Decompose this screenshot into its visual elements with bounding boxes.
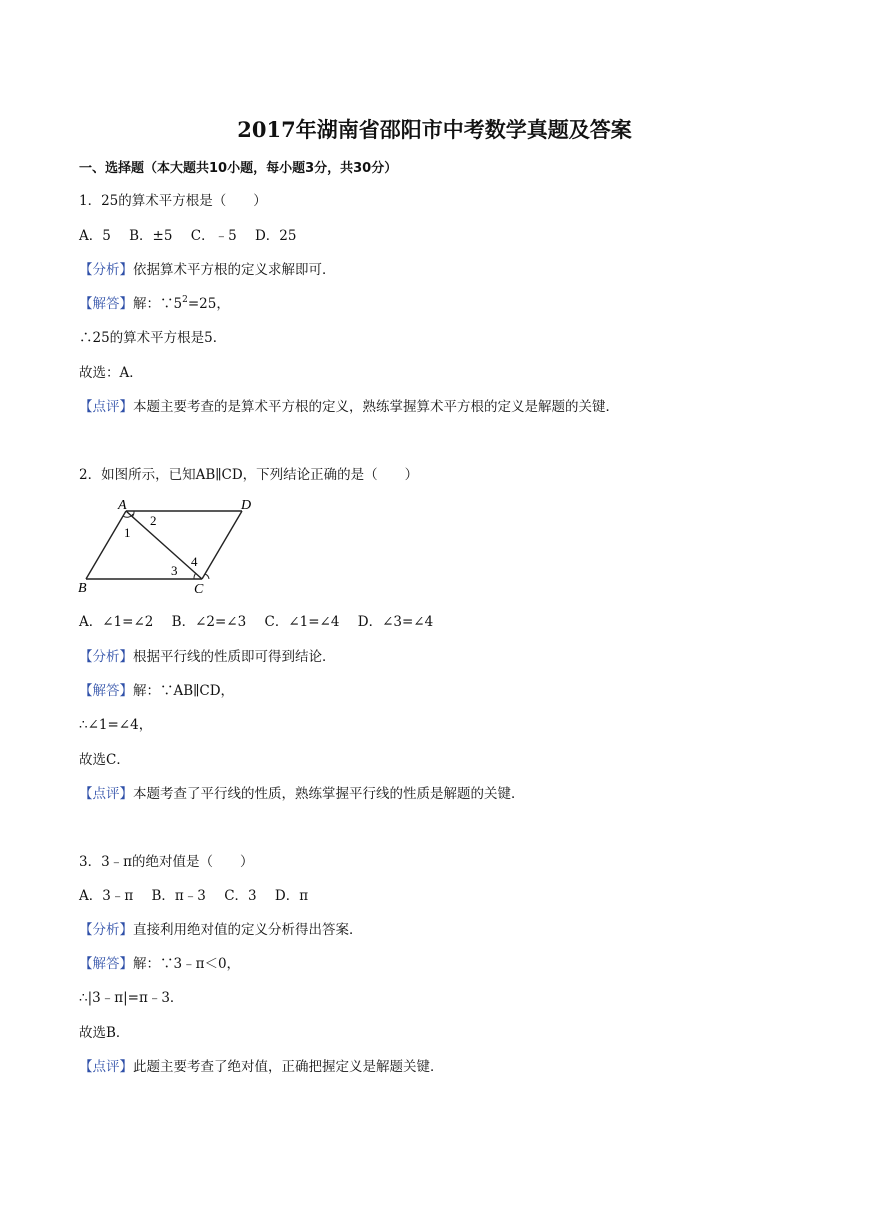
q2-therefore: ∴∠1=∠4， — [79, 717, 153, 733]
q1-option-a: A．5 — [79, 228, 111, 244]
q2-analysis — [79, 648, 336, 666]
q1-therefore: ∴25的算术平方根是5． — [79, 330, 227, 346]
comment-tag: 【点评】 — [79, 399, 133, 415]
angle-2-label: 2 — [150, 513, 157, 528]
q3-options — [79, 887, 322, 905]
q1-solution-exponent: 2 — [182, 294, 188, 305]
q1-stem: 1．25的算术平方根是（ ） — [79, 193, 267, 209]
solution-tag: 【解答】 — [79, 683, 133, 699]
q2-choice: 故选C． — [79, 752, 130, 768]
document-title: 2017年湖南省邵阳市中考数学真题及答案 — [237, 117, 632, 142]
q1-comment-text: 本题主要考查的是算术平方根的定义，熟练掌握算术平方根的定义是解题的关键． — [133, 399, 619, 415]
q2-option-c: C．∠1=∠4 — [264, 614, 340, 630]
analysis-tag: 【分析】 — [79, 922, 133, 938]
angle-4-label: 4 — [191, 554, 198, 569]
q2-option-b: B．∠2=∠3 — [171, 614, 247, 630]
q1-comment — [79, 398, 619, 416]
section-heading: 一、选择题（本大题共10小题，每小题3分，共30分） — [79, 161, 398, 176]
parallelogram-figure — [78, 497, 260, 597]
q3-stem: 3．3﹣π的绝对值是（ ） — [79, 854, 254, 870]
vertex-a-label: A — [118, 498, 127, 513]
solution-tag: 【解答】 — [79, 956, 133, 972]
q3-comment-text: 此题主要考查了绝对值，正确把握定义是解题关键． — [133, 1059, 444, 1075]
comment-tag: 【点评】 — [79, 786, 133, 802]
q1-analysis-text: 依据算术平方根的定义求解即可． — [133, 262, 336, 278]
comment-tag: 【点评】 — [79, 1059, 133, 1075]
q2-analysis-text: 根据平行线的性质即可得到结论． — [133, 649, 336, 665]
analysis-tag: 【分析】 — [79, 649, 133, 665]
q3-option-a: A．3﹣π — [79, 888, 134, 904]
q1-analysis — [79, 261, 336, 279]
q1-option-d: D．25 — [254, 228, 297, 244]
solution-tag: 【解答】 — [79, 296, 133, 312]
q3-choice: 故选B． — [79, 1025, 130, 1041]
angle-1-label: 1 — [124, 525, 131, 540]
q3-analysis — [79, 921, 363, 939]
q3-analysis-text: 直接利用绝对值的定义分析得出答案． — [133, 922, 363, 938]
q2-option-a: A．∠1=∠2 — [79, 614, 154, 630]
q2-stem: 2．如图所示，已知AB∥CD，下列结论正确的是（ ） — [79, 467, 419, 483]
q2-option-d: D．∠3=∠4 — [357, 614, 434, 630]
vertex-c-label: C — [194, 582, 204, 597]
q1-choice: 故选：A． — [79, 365, 143, 381]
q3-solution — [79, 955, 240, 973]
q1-option-c: C．﹣5 — [190, 228, 237, 244]
q3-option-b: B．π﹣3 — [151, 888, 206, 904]
vertex-b-label: B — [78, 581, 87, 596]
analysis-tag: 【分析】 — [79, 262, 133, 278]
q2-comment — [79, 785, 525, 803]
q2-solution — [79, 682, 234, 700]
q2-solution-text: 解：∵AB∥CD， — [133, 683, 235, 699]
q3-option-d: D．π — [274, 888, 309, 904]
vertex-d-label: D — [241, 498, 252, 513]
q3-option-c: C．3 — [224, 888, 257, 904]
q3-therefore: ∴|3﹣π|=π﹣3． — [79, 990, 184, 1006]
q3-comment — [79, 1058, 444, 1076]
q1-options — [79, 227, 311, 245]
angle-3-label: 3 — [171, 563, 178, 578]
q1-option-b: B．±5 — [129, 228, 173, 244]
q1-solution-pre: 解：∵5 — [133, 296, 183, 312]
q3-solution-text: 解：∵3﹣π＜0， — [133, 956, 241, 972]
q1-solution — [79, 295, 230, 313]
q2-options — [79, 613, 447, 631]
q1-solution-post: =25， — [187, 296, 230, 312]
q2-comment-text: 本题考查了平行线的性质，熟练掌握平行线的性质是解题的关键． — [133, 786, 525, 802]
